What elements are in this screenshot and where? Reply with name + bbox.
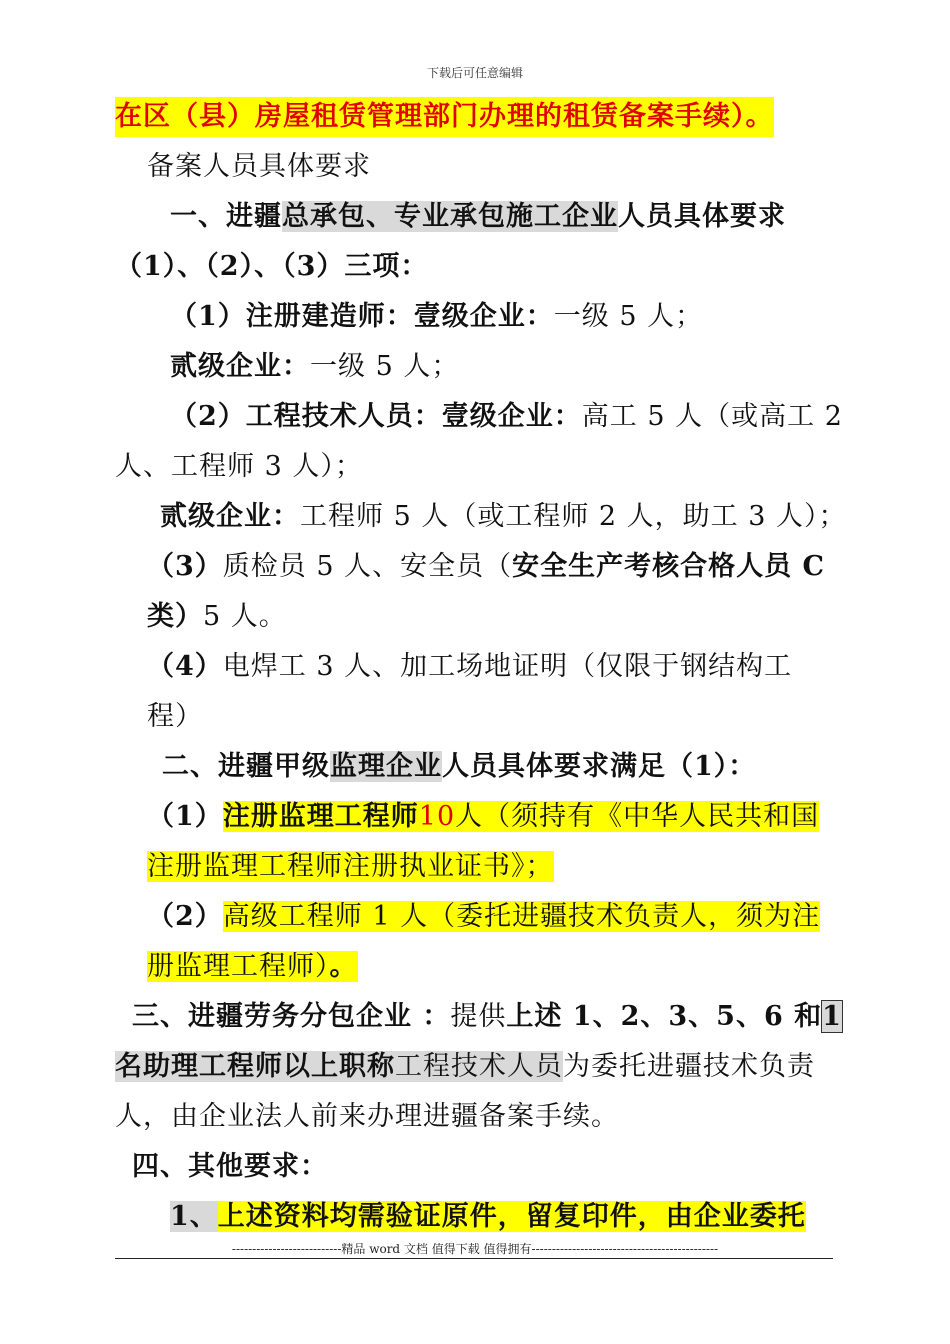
section-2-supervision: 监理企业 (330, 751, 442, 782)
item-grade-2-technical (160, 497, 847, 537)
item-senior-cont-text: 册监理工程师） (147, 951, 330, 982)
item-welder-text: 电焊工 3 人、加工场地证明（仅限于钢结构工 (222, 651, 793, 682)
section-2-heading (162, 747, 756, 787)
item-technical-staff-value: 高工 5 人（或高工 2 (581, 401, 843, 432)
item-grade-2-builder-label: 贰级企业： (170, 351, 310, 382)
footer-rule (115, 1258, 833, 1259)
section-3-technical: 工程技术人员 (395, 1051, 563, 1082)
item-welder-cont: 程） (147, 701, 203, 732)
item-supervision-cert: 注册监理工程师注册执业证书》； (147, 851, 554, 882)
item-safety-class: 类） (147, 601, 203, 632)
item-welder-number: （4） (147, 651, 223, 682)
item-safety-cert: 安全生产考核合格人员 C (512, 551, 826, 582)
item-grade-2-builder (170, 347, 459, 387)
item-supervision-text: 人（须持有《中华人民共和国 (455, 801, 820, 832)
section-3-cont (115, 1047, 815, 1087)
item-senior-text: 高级工程师 1 人（委托进疆技术负责人，须为注 (222, 901, 821, 932)
item-grade-2-technical-value: 工程师 5 人（或工程师 2 人，助工 3 人）； (300, 501, 847, 532)
item-technical-staff (170, 397, 843, 437)
section-1-contractor-type: 总承包、专业承包施工企业 (282, 201, 618, 232)
section-3-items: 上述 1、2、3、5、6 和 (506, 1001, 823, 1032)
section-3-cont-2: 人，由企业法人前来办理进疆备案手续。 (115, 1101, 619, 1132)
section-3-count: 1 (822, 1001, 842, 1032)
item-supervision-highlight (223, 801, 819, 832)
page-footer: ---------------------------精品 word 文档 值得下载 值得拥有---------------------------------------------- (231, 1242, 719, 1256)
item-inspector-text: 质检员 5 人、安全员（ (222, 551, 513, 582)
item-welder (147, 647, 792, 687)
item-supervision-number: （1） (147, 801, 223, 832)
section-1-heading (170, 197, 786, 237)
item-senior-cont-highlight (147, 951, 358, 982)
item-senior-period: 。 (329, 951, 358, 982)
section-2-prefix: 二、进疆甲级 (162, 751, 330, 782)
section-1-items: （1）、（2）、（3）三项： (115, 251, 429, 282)
item-inspector-safety-cont (147, 597, 287, 637)
item-inspector-safety (147, 547, 825, 587)
section-4-item-1 (170, 1197, 806, 1237)
item-inspector-number: （3） (147, 551, 223, 582)
section-3-assistant: 名助理工程师以上职称 (115, 1051, 395, 1082)
item-technical-staff-label: （2）工程技术人员：壹级企业： (170, 401, 582, 432)
item-senior-number: （2） (147, 901, 223, 932)
item-registered-builder-label: （1）注册建造师：壹级企业： (170, 301, 554, 332)
item-safety-count: 5 人。 (203, 601, 287, 632)
item-supervision-count: 10 (418, 801, 456, 832)
section-4-heading: 四、其他要求： (132, 1151, 328, 1182)
item-supervision-title: 注册监理工程师 (222, 801, 419, 832)
section-3-title: 三、进疆劳务分包企业 ： (132, 1001, 451, 1032)
section-1-prefix: 一、进疆 (170, 201, 282, 232)
section-1-suffix: 人员具体要求 (618, 201, 786, 232)
section-3-heading (132, 997, 842, 1037)
page-header: 下载后可任意编辑 (426, 66, 523, 80)
item-grade-2-builder-value: 一级 5 人； (310, 351, 460, 382)
item-senior-engineer (147, 897, 820, 937)
section-4-item-1-number: 1、 (170, 1201, 218, 1232)
item-grade-2-technical-label: 贰级企业： (160, 501, 300, 532)
section-4-item-1-text: 上述资料均需验证原件，留复印件，由企业委托 (217, 1201, 806, 1232)
line-rental-record: 在区（县）房屋租赁管理部门办理的租赁备案手续）。 (115, 97, 774, 137)
section-3-role: 为委托进疆技术负责 (563, 1051, 815, 1082)
item-supervision-cont (147, 847, 554, 887)
section-3-provide: 提供 (450, 1001, 507, 1032)
item-registered-builder-value: 一级 5 人； (553, 301, 704, 332)
item-registered-builder (170, 297, 703, 337)
heading-staff-requirements: 备案人员具体要求 (147, 151, 371, 182)
item-supervision-engineer (147, 797, 819, 837)
section-2-suffix: 人员具体要求满足（1）： (442, 751, 757, 782)
item-technical-staff-cont: 人、工程师 3 人）； (115, 451, 363, 482)
item-senior-cont (147, 947, 358, 987)
